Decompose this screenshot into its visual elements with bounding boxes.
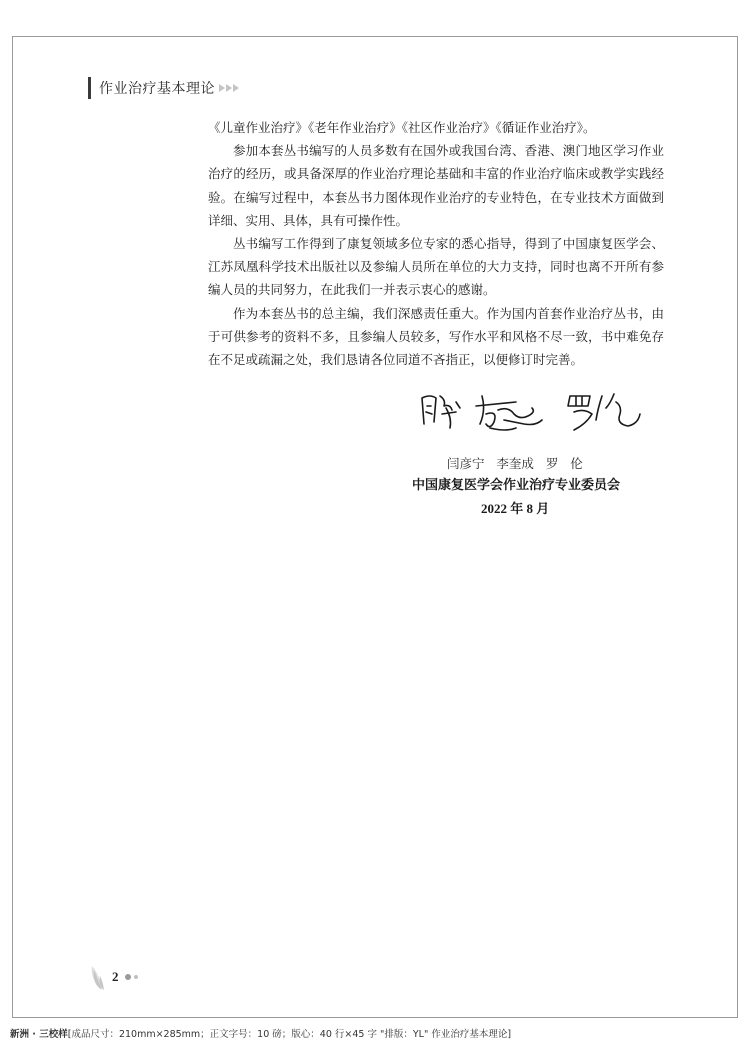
print-slug-spec: [成品尺寸：210mm×285mm；正文字号：10 磅；版心：40 行×45 字 "排版：YL" 作业治疗基本理论] (67, 1029, 512, 1040)
handwritten-signatures (416, 384, 656, 444)
running-head-arrows-icon (219, 84, 239, 92)
paragraph-book-list: 《儿童作业治疗》《老年作业治疗》《社区作业治疗》《循证作业治疗》。 (208, 120, 596, 135)
running-head-title: 作业治疗基本理论 (99, 81, 215, 97)
print-slug (10, 1026, 511, 1040)
running-head-bar (88, 77, 91, 99)
page-number-block (88, 962, 138, 992)
body-text (208, 116, 664, 371)
page-number: 2 (112, 969, 119, 984)
signatory-names: 闫彦宁 李奎成 罗 伦 (447, 456, 583, 471)
paragraph-acknowledgements: 丛书编写工作得到了康复领域多位专家的悉心指导，得到了中国康复医学会、江苏凤凰科学技术出版社以及参编人员所在单位的大力支持，同时也离不开所有参编人员的共同努力，在此我们一并表示衷心的感谢。 (208, 236, 664, 298)
organization-name: 中国康复医学会作业治疗专业委员会 (412, 478, 621, 493)
page-dots-icon (125, 974, 138, 980)
print-slug-brand: 新洲 · 三校样 (10, 1029, 68, 1040)
paragraph-authors: 参加本套丛书编写的人员多数有在国外或我国台湾、香港、澳门地区学习作业治疗的经历，或具备深厚的作业治疗理论基础和丰富的作业治疗临床或教学实践经验。在编写过程中，本套丛书力图体现作业治疗的专业特色，在专业技术方面做到详细、实用、具体，具有可操作性。 (208, 143, 664, 228)
paragraph-closing: 作为本套丛书的总主编，我们深感责任重大。作为国内首套作业治疗丛书，由于可供参考的资料不多，且参编人员较多，写作水平和风格不尽一致，书中难免存在不足或疏漏之处，我们恳请各位同道不吝指正，以便修订时完善。 (208, 305, 664, 368)
signoff-date: 2022 年 8 月 (481, 501, 550, 516)
laurel-leaf-icon (88, 962, 110, 992)
running-head (88, 76, 239, 100)
